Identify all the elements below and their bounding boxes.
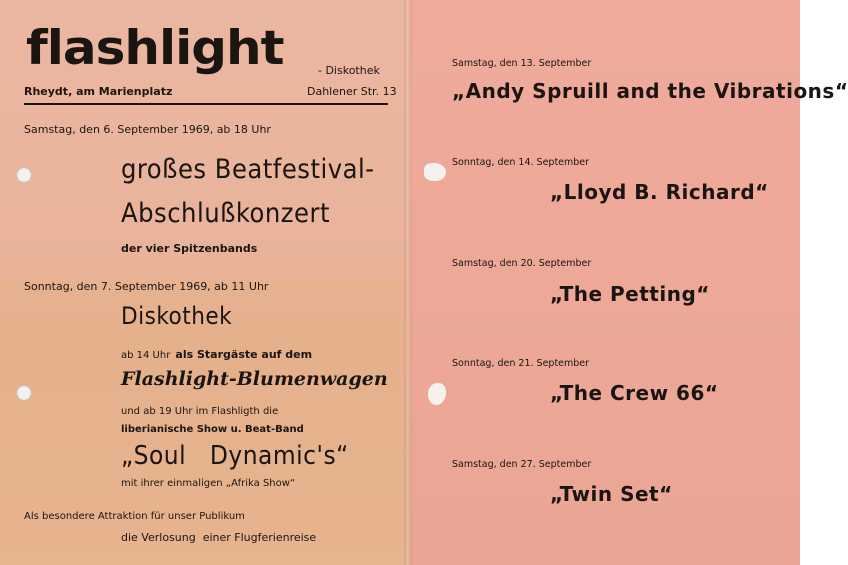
attraction-text: Als besondere Attraktion für unser Publikum (24, 511, 245, 522)
header-location: Rheydt, am Marienplatz (24, 85, 173, 98)
event2-line-a-prefix: ab 14 Uhr (121, 350, 171, 361)
right-event-1-band: „Andy Spruill and the Vibrations“ (452, 79, 848, 103)
header-rule (24, 103, 388, 105)
event1-line1: großes Beatfestival- (121, 154, 375, 185)
right-event-1-date: Samstag, den 13. September (452, 58, 592, 69)
event2-wagon: Flashlight-Blumenwagen (121, 368, 388, 390)
right-event-2-band: „Lloyd B. Richard“ (550, 180, 769, 204)
event1-date: Samstag, den 6. September 1969, ab 18 Uhr (24, 123, 271, 136)
event2-line-a (121, 343, 312, 362)
event1-line3: der vier Spitzenbands (121, 242, 258, 255)
right-event-5-date: Samstag, den 27. September (452, 459, 592, 470)
right-event-3-band: „The Petting“ (550, 282, 710, 306)
right-event-4-date: Sonntag, den 21. September (452, 358, 590, 369)
event2-band: „Soul Dynamic's“ (121, 441, 349, 471)
punch-hole-bottom (16, 385, 32, 401)
right-event-4-band: „The Crew 66“ (550, 381, 719, 405)
right-event-2-date: Sonntag, den 14. September (452, 157, 590, 168)
header-subtitle: - Diskothek (318, 64, 380, 77)
event2-line-a-bold: als Stargäste auf dem (175, 348, 313, 361)
right-event-5-band: „Twin Set“ (550, 482, 673, 506)
raffle-text: die Verlosung einer Flugferienreise (121, 531, 317, 544)
event2-title: Diskothek (121, 302, 233, 330)
header-address: Dahlener Str. 13 (307, 85, 397, 98)
event2-line-b: und ab 19 Uhr im Flashligth die (121, 406, 279, 417)
event1-line2: Abschlußkonzert (121, 198, 330, 229)
event2-line-d: mit ihrer einmaligen „Afrika Show“ (121, 478, 296, 489)
right-event-3-date: Samstag, den 20. September (452, 258, 592, 269)
logo: flashlight (26, 20, 284, 76)
punch-hole-top (16, 167, 32, 183)
torn-hole-top (424, 163, 446, 181)
event2-line-c: liberianische Show u. Beat-Band (121, 424, 304, 435)
page-fold (404, 0, 412, 565)
event2-date: Sonntag, den 7. September 1969, ab 11 Uhr (24, 280, 269, 293)
